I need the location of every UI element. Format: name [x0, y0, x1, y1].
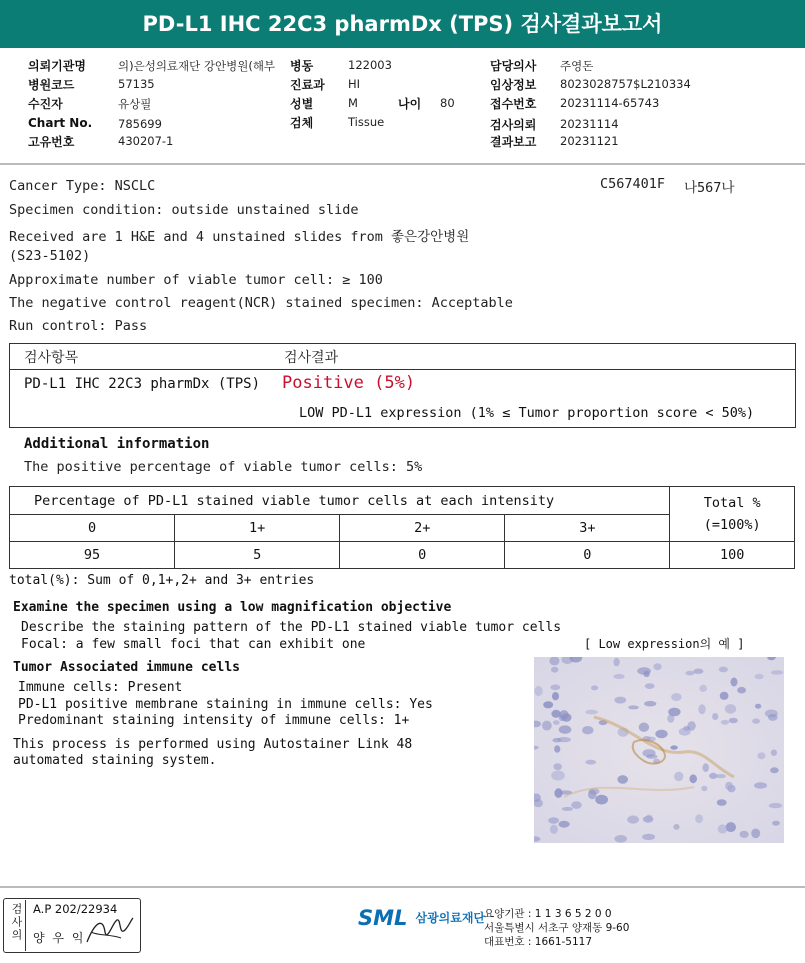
label-doctor: 담당의사 [490, 59, 537, 73]
cell-nucleus [687, 721, 695, 731]
value-level-3plus: 0 [505, 542, 670, 569]
cell-nucleus [698, 704, 705, 714]
examine-line2: Focal: a few small foci that can exhibit one [21, 637, 366, 652]
code-primary: C567401F [600, 176, 666, 192]
divider-bottom [0, 886, 805, 888]
cell-nucleus [639, 723, 649, 732]
cell-nucleus [752, 718, 760, 723]
total-header-line1: Total % [703, 495, 761, 511]
cell-nucleus [721, 720, 729, 725]
cell-nucleus [585, 760, 596, 765]
run-control: Run control: Pass [9, 318, 148, 334]
micrograph-image [534, 657, 784, 843]
cell-nucleus [685, 671, 694, 676]
cell-nucleus [614, 697, 626, 704]
process-line1: This process is performed using Autostainer Link 48 [13, 737, 413, 752]
result-box-divider [9, 369, 795, 370]
cell-nucleus [551, 771, 565, 781]
cell-nucleus [765, 710, 778, 718]
cell-nucleus [571, 801, 582, 809]
approx-tumor-cells: Approximate number of viable tumor cell: ≥ 100 [9, 272, 383, 288]
cell-nucleus [771, 750, 777, 756]
cell-nucleus [645, 683, 655, 689]
ncr-result: The negative control reagent(NCR) stained specimen: Acceptable [9, 295, 513, 311]
value-doctor: 주영돈 [560, 59, 594, 73]
cell-nucleus [668, 708, 680, 717]
value-chart-no: 785699 [118, 117, 162, 131]
cell-nucleus [613, 674, 624, 679]
image-caption: [ Low expression의 예 ] [584, 637, 745, 651]
cell-nucleus [719, 667, 728, 673]
result-header-result: 검사결과 [284, 350, 339, 366]
cell-nucleus [772, 821, 780, 826]
cancer-type: Cancer Type: NSCLC [9, 178, 156, 194]
label-department: 진료과 [290, 78, 325, 92]
cell-nucleus [712, 713, 718, 720]
cell-nucleus [653, 663, 661, 670]
value-total: 100 [670, 542, 795, 569]
value-institution: 의)은성의료재단 강안병원(해부 [118, 59, 276, 73]
cell-nucleus [725, 782, 733, 790]
level-0: 0 [10, 515, 175, 542]
result-positive: Positive (5%) [282, 373, 416, 393]
value-department: HI [348, 77, 361, 91]
label-ward: 병동 [290, 59, 314, 73]
cell-nucleus [740, 831, 749, 838]
cell-nucleus [550, 825, 558, 834]
cell-nucleus [646, 754, 657, 759]
value-clinical-info: 8023028757$L210334 [560, 77, 691, 91]
cell-nucleus [591, 685, 598, 690]
cell-nucleus [554, 788, 562, 798]
cell-nucleus [709, 773, 717, 779]
cell-nucleus [670, 745, 677, 749]
cell-nucleus [551, 667, 558, 673]
cell-nucleus [769, 803, 782, 808]
label-institution: 의뢰기관명 [28, 59, 86, 73]
sml-logo-icon: SML [358, 906, 408, 930]
intensity-table-header: Percentage of PD-L1 stained viable tumor cells at each intensity [10, 487, 670, 515]
cell-nucleus [751, 829, 760, 839]
value-age: 80 [440, 96, 455, 110]
examine-line1: Describe the staining pattern of the PD-L1 stained viable tumor cells [21, 620, 562, 635]
cell-nucleus [755, 674, 764, 679]
cell-nucleus [771, 670, 784, 674]
value-hospital-code: 57135 [118, 77, 155, 91]
label-age: 나이 [398, 97, 422, 111]
cell-nucleus [552, 738, 561, 743]
cell-nucleus [552, 692, 559, 700]
cell-nucleus [673, 824, 679, 830]
doctor-name: 양 우 익 [33, 931, 86, 945]
immune-line3: Predominant staining intensity of immune cells: 1+ [18, 713, 410, 728]
value-patient: 유상필 [118, 97, 152, 111]
cell-nucleus [770, 767, 779, 773]
total-header [670, 487, 795, 542]
cell-nucleus [550, 685, 560, 691]
table-footnote: total(%): Sum of 0,1+,2+ and 3+ entries [9, 573, 315, 588]
cell-nucleus [671, 693, 682, 701]
org-logo [358, 906, 485, 930]
immune-line1: Immune cells: Present [18, 680, 183, 695]
cell-nucleus [674, 772, 683, 782]
cell-nucleus [553, 720, 560, 725]
cell-nucleus [628, 705, 639, 709]
cell-nucleus [617, 775, 628, 784]
value-report-date: 20231121 [560, 134, 619, 148]
label-receipt-no: 접수번호 [490, 97, 537, 111]
cell-nucleus [553, 763, 562, 770]
immune-heading: Tumor Associated immune cells [13, 660, 240, 675]
cell-nucleus [699, 685, 707, 692]
cell-nucleus [701, 786, 707, 791]
cell-nucleus [693, 669, 703, 674]
slide-id: (S23-5102) [9, 248, 91, 264]
value-level-0: 95 [10, 542, 175, 569]
level-1plus: 1+ [175, 515, 340, 542]
expression-level: LOW PD-L1 expression (1% ≤ Tumor proportion score < 50%) [299, 405, 755, 421]
value-request-date: 20231114 [560, 117, 619, 131]
cell-nucleus [725, 704, 736, 714]
immune-line2: PD-L1 positive membrane staining in immune cells: Yes [18, 697, 433, 712]
cell-nucleus [737, 687, 746, 694]
cell-nucleus [595, 795, 608, 805]
cell-nucleus [718, 824, 728, 833]
cell-nucleus [582, 726, 593, 734]
cell-nucleus [554, 745, 560, 752]
report-title: PD-L1 IHC 22C3 pharmDx (TPS) 검사결과보고서 [0, 0, 805, 48]
total-header-line2: (=100%) [703, 517, 761, 533]
cell-nucleus [695, 814, 703, 823]
cell-nucleus [726, 822, 736, 832]
org-phone: 대표번호 : 1661-5117 [484, 936, 593, 948]
cell-nucleus [717, 799, 727, 806]
label-sex: 성별 [290, 97, 314, 111]
cell-nucleus [655, 730, 667, 739]
cell-nucleus [755, 704, 761, 709]
cell-nucleus [644, 701, 656, 707]
cell-nucleus [548, 817, 559, 823]
org-code: 요양기관 : 1 1 3 6 5 2 0 0 [484, 908, 612, 920]
level-2plus: 2+ [340, 515, 505, 542]
cell-nucleus [703, 763, 709, 772]
cell-nucleus [562, 807, 573, 811]
intensity-table [9, 486, 795, 569]
cell-nucleus [646, 815, 653, 822]
label-unique-no: 고유번호 [28, 135, 75, 149]
divider-top [0, 163, 805, 165]
value-ward: 122003 [348, 58, 392, 72]
process-line2: automated staining system. [13, 753, 217, 768]
org-address: 서울특별시 서초구 양재동 9-60 [484, 922, 630, 934]
cell-nucleus [543, 701, 553, 708]
signature-side-label: 검사의 [10, 903, 23, 942]
cell-nucleus [689, 774, 697, 783]
label-clinical-info: 임상정보 [490, 78, 537, 92]
additional-heading: Additional information [24, 436, 210, 452]
cell-nucleus [559, 725, 572, 733]
label-chart-no: Chart No. [28, 116, 93, 130]
cell-nucleus [559, 821, 570, 828]
cell-nucleus [642, 834, 655, 840]
value-level-1plus: 5 [175, 542, 340, 569]
cell-nucleus [731, 678, 738, 687]
value-level-2plus: 0 [340, 542, 505, 569]
label-report-date: 결과보고 [490, 135, 537, 149]
cell-nucleus [729, 718, 738, 723]
value-specimen: Tissue [348, 115, 385, 129]
value-unique-no: 430207-1 [118, 134, 174, 148]
value-receipt-no: 20231114-65743 [560, 96, 660, 110]
cell-nucleus [754, 782, 767, 788]
label-hospital-code: 병원코드 [28, 78, 75, 92]
test-name: PD-L1 IHC 22C3 pharmDx (TPS) [24, 376, 261, 392]
cell-nucleus [542, 721, 552, 731]
code-secondary: 나567나 [684, 180, 735, 196]
specimen-condition: Specimen condition: outside unstained slide [9, 202, 359, 218]
cell-nucleus [627, 816, 639, 824]
signature-image [85, 912, 135, 948]
level-3plus: 3+ [505, 515, 670, 542]
label-patient: 수진자 [28, 97, 63, 111]
cell-nucleus [585, 710, 597, 715]
cell-nucleus [720, 692, 729, 700]
ap-number: A.P 202/22934 [33, 902, 118, 916]
result-header-item: 검사항목 [24, 350, 79, 366]
additional-text: The positive percentage of viable tumor cells: 5% [24, 459, 423, 475]
label-specimen: 검체 [290, 116, 314, 130]
value-sex: M [348, 96, 358, 110]
received-slides: Received are 1 H&E and 4 unstained slides from 좋은강안병원 [9, 229, 470, 245]
org-name: 삼광의료재단 [415, 911, 486, 925]
cell-nucleus [614, 835, 627, 843]
cell-nucleus [613, 658, 619, 666]
cell-nucleus [637, 667, 651, 674]
cell-nucleus [534, 686, 542, 696]
cell-nucleus [758, 752, 766, 759]
examine-heading: Examine the specimen using a low magnification objective [13, 600, 452, 615]
label-request-date: 검사의뢰 [490, 118, 537, 132]
cell-nucleus [559, 710, 568, 719]
